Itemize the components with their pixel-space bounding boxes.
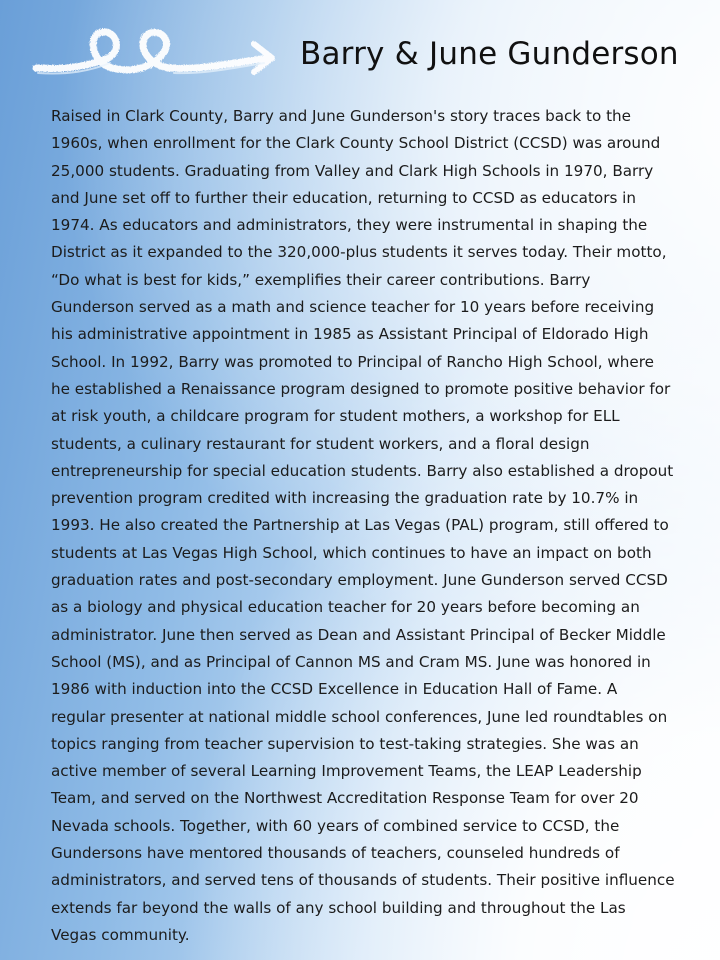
biography-paragraph: Raised in Clark County, Barry and June Gunderson's story traces back to the 1960s, when enrollment for the Clark County School District (CCSD) was around 25,000 students. Graduating from Valley and Clark High Schools in 1970, Barry and June set off to further their education, returning to CCSD as educators in 1974. As educators and administrators, they were instrumental in shaping the District as it expanded to the 320,000-plus students it serves today. Their motto, “Do what is best for kids,” exemplifies their career contributions. Barry Gunderson served as a math and science teacher for 10 years before receiving his administrative appointment in 1985 as Assistant Principal of Eldorado High School. In 1992, Barry was promoted to Principal of Rancho High School, where he established a Renaissance program designed to promote positive behavior for at risk youth, a childcare program for student mothers, a workshop for ELL students, a culinary restaurant for student workers, and a floral design entrepreneurship for special education students. Barry also established a dropout prevention program credited with increasing the graduation rate by 10.7% in 1993. He also created the Partnership at Las Vegas (PAL) program, still offered to students at Las Vegas High School, which continues to have an impact on both graduation rates and post-secondary employment. June Gunderson served CCSD as a biology and physical education teacher for 20 years before becoming an administrator. June then served as Dean and Assistant Principal of Becker Middle School (MS), and as Principal of Cannon MS and Cram MS. June was honored in 1986 with induction into the CCSD Excellence in Education Hall of Fame. A regular presenter at national middle school conferences, June led roundtables on topics ranging from teacher supervision to test-taking strategies. She was an active member of several Learning Improvement Teams, the LEAP Leadership Team, and served on the Northwest Accreditation Response Team for over 20 Nevada schools. Together, with 60 years of combined service to CCSD, the Gundersons have mentored thousands of teachers, counseled hundreds of administrators, and served tens of thousands of students. Their positive influence extends far beyond the walls of any school building and throughout the Las Vegas community.	[51, 107, 675, 944]
chalk-swirl-arrow-icon	[28, 18, 288, 100]
page-title: Barry & June Gunderson	[300, 36, 679, 72]
